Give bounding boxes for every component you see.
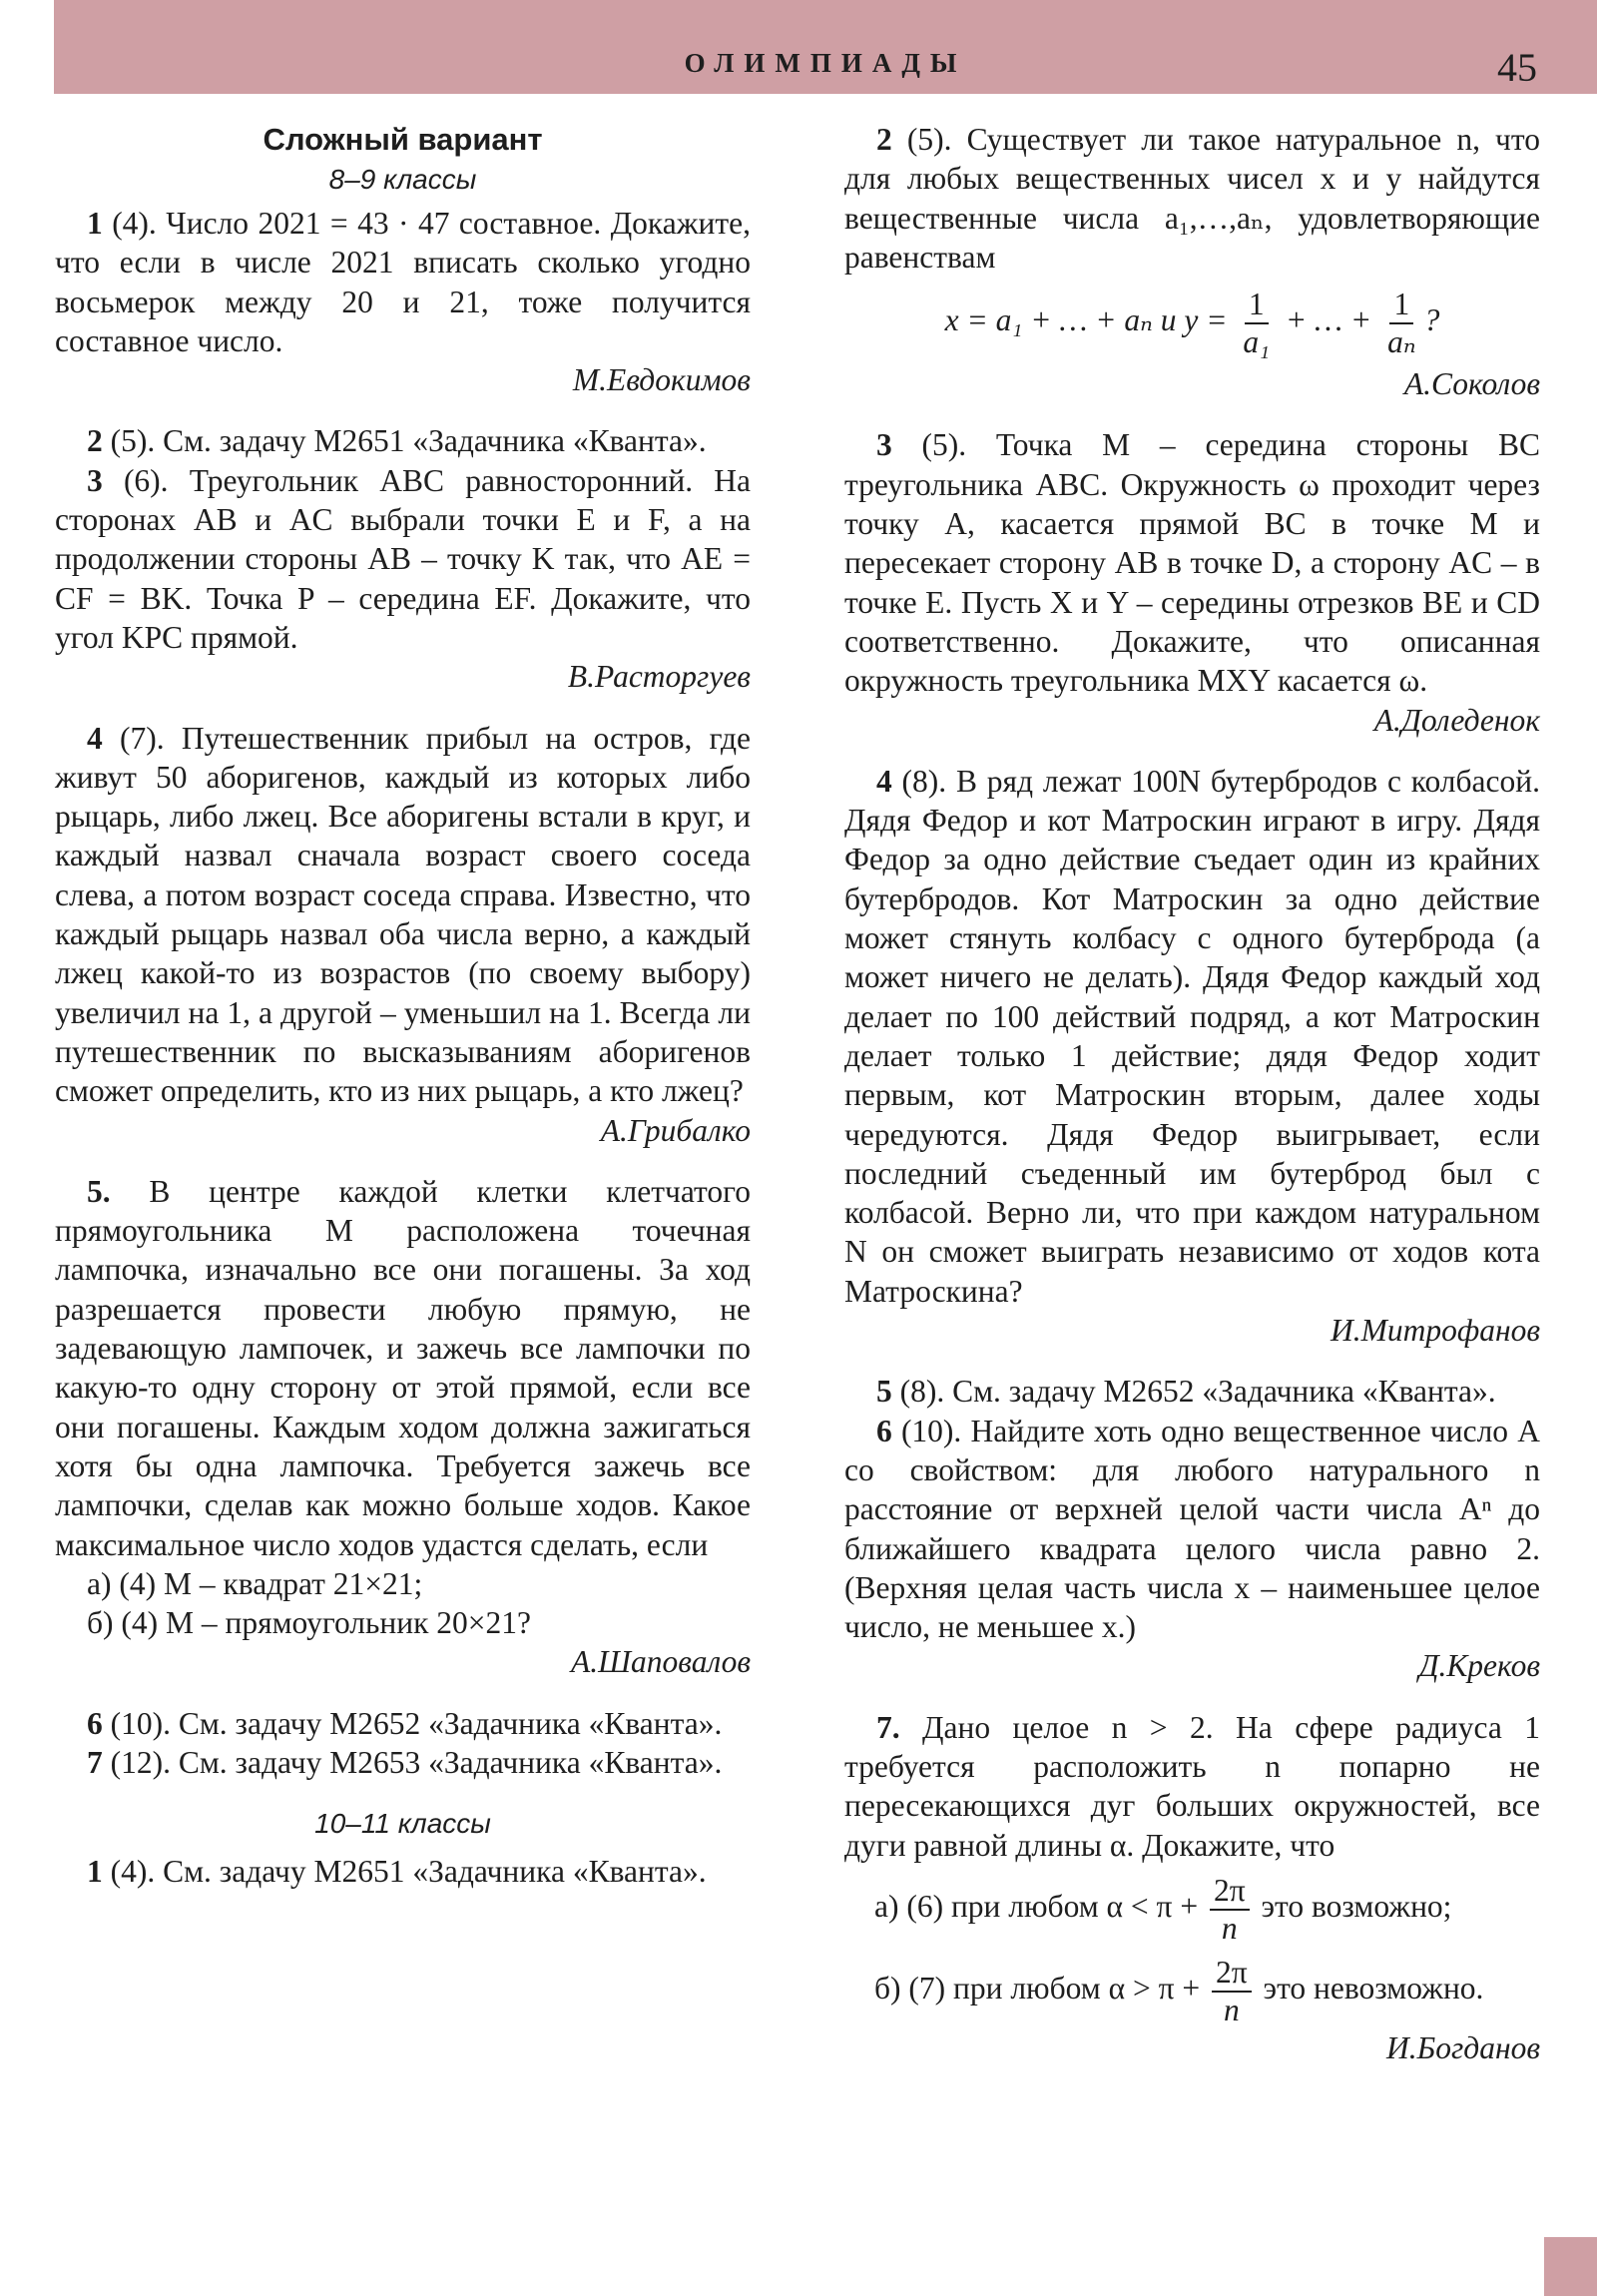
problem-5 <box>55 1172 751 1564</box>
problem-number: 3 <box>876 427 892 463</box>
problem-number: 4 <box>87 720 103 756</box>
problem-author: А.Доледенок <box>1373 702 1540 738</box>
condition-a <box>844 1873 1540 1947</box>
problem-number: 4 <box>876 763 892 799</box>
problem-number: 5 <box>876 1374 892 1410</box>
fraction-denominator: a₁ <box>1243 324 1271 360</box>
fraction-denominator: n <box>1223 1992 1240 2027</box>
problem-text: См. задачу М2651 «Задачника «Кванта». <box>155 423 707 459</box>
problem-author: А.Соколов <box>1403 366 1540 402</box>
problem-points: (6). <box>102 462 169 498</box>
problem-5-senior <box>844 1372 1540 1411</box>
problem-text: См. задачу М2651 «Задачника «Кванта». <box>155 1854 707 1890</box>
problem-number: 5. <box>87 1173 111 1209</box>
fraction-denominator: aₙ <box>1387 324 1416 360</box>
fraction-numerator: 1 <box>1389 287 1413 324</box>
condition-b <box>844 1955 1540 2028</box>
condition-text: это возможно; <box>1261 1889 1452 1925</box>
problem-text: Найдите хоть одно вещественное число A со свойством: для любого натурального n расстояние от верхней целой части числа Aⁿ до ближайшего квадрата целого числа равно 2. (Верхняя целая часть числа x – наименьшее целое число, не меньшее x.) <box>844 1413 1540 1645</box>
problem-text: Число 2021 = 43 · 47 составное. Докажите, что если в числе 2021 вписать сколько угодно восьмерок между 20 и 21, тоже получится составное число. <box>55 206 751 358</box>
problem-number: 2 <box>87 423 103 459</box>
problem-4 <box>55 719 751 1111</box>
problem-author: И.Митрофанов <box>1330 1313 1540 1349</box>
problem-points: (8). <box>891 1374 945 1410</box>
problem-text: Треугольник ABC равносторонний. На сторонах AB и AC выбрали точки E и F, а на продолжении стороны AB – точку K так, что AE = CF = BK. Точка P – середина EF. Докажите, что угол KPC прямой. <box>55 462 751 655</box>
fraction <box>1239 287 1274 360</box>
section-header-title: ОЛИМПИАДЫ <box>684 48 967 78</box>
fraction-denominator: n <box>1221 1910 1238 1946</box>
problem-points: (4). <box>102 1854 156 1890</box>
problem-points: (10). <box>891 1413 962 1448</box>
subproblem-b: б) (4) M – прямоугольник 20×21? <box>87 1605 532 1641</box>
problem-2-senior <box>844 120 1540 277</box>
grade-heading: 10–11 классы <box>314 1808 491 1840</box>
fraction-numerator: 2π <box>1210 1873 1250 1911</box>
problem-author: А.Шаповалов <box>571 1644 751 1680</box>
problem-points: (7). <box>102 720 165 756</box>
condition-text: это невозможно. <box>1263 1971 1484 2007</box>
fraction <box>1212 1955 1252 2028</box>
problem-number: 1 <box>87 1854 103 1890</box>
grade-heading: 8–9 классы <box>328 164 477 195</box>
problem-3-senior <box>844 425 1540 700</box>
problem-author: А.Грибалко <box>600 1112 751 1148</box>
fraction <box>1383 287 1420 360</box>
problem-1 <box>55 204 751 360</box>
problem-7 <box>55 1743 751 1782</box>
fraction <box>1210 1873 1250 1947</box>
fraction-numerator: 1 <box>1245 287 1269 324</box>
problem-7-senior <box>844 1708 1540 1865</box>
problem-text: См. задачу М2652 «Задачника «Кванта». <box>170 1705 723 1741</box>
problem-points: (5). <box>102 423 156 459</box>
problem-points: (10). <box>102 1705 171 1741</box>
problem-points: (8). <box>891 763 947 799</box>
problem-text: Существует ли такое натуральное n, что для любых вещественных чисел x и y найдутся вещественные числа a₁,…,aₙ, удовлетворяющие равенствам <box>844 122 1540 275</box>
problem-number: 2 <box>876 122 892 157</box>
problem-text: В центре каждой клетки клетчатого прямоугольника M расположена точечная лампочка, изначально все они погашены. За ход разрешается провести любую прямую, не задевающую лампочек, и зажечь все лампочки по какую-то одну сторону от этой прямой, если все они погашены. Каждым ходом должна зажигаться хотя бы одна лампочка. Требуется зажечь все лампочки, сделав как можно больше ходов. Какое максимальное число ходов удастся сделать, если <box>55 1173 751 1562</box>
problem-3 <box>55 461 751 657</box>
problem-points: (5). <box>891 122 952 157</box>
problem-author: М.Евдокимов <box>572 362 751 398</box>
problem-6 <box>55 1704 751 1743</box>
problem-text: В ряд лежат 100N бутербродов с колбасой. Дядя Федор и кот Матроскин играют в игру. Дядя Федор за одно действие съедает один из крайних бутербродов. Кот Матроскин за одно действие может стянуть колбасу с одного бутерброда (а может ничего не делать). Дядя Федор каждый ход делает по 100 действий подряд, а кот Матроскин делает только 1 действие; дядя Федор ходит первым, кот Матроскин вторым, далее ходы чередуются. Дядя Федор выигрывает, если последний съеденный им бутерброд был с колбасой. Верно ли, что при каждом натуральном N он сможет выиграть независимо от ходов кота Матроскина? <box>844 763 1540 1309</box>
problem-author: В.Расторгуев <box>567 659 751 695</box>
problem-number: 6 <box>876 1413 892 1448</box>
problem-text: Точка M – середина стороны BC треугольника ABC. Окружность ω проходит через точку A, касается прямой BC в точке M и пересекает сторону AB в точке D, а сторону AC – в точке E. Пусть X и Y – середины отрезков BE и CD соответственно. Докажите, что описанная окружность треугольника MXY касается ω. <box>844 427 1541 699</box>
problem-points: (5). <box>891 427 967 463</box>
subproblem-a: а) (4) M – квадрат 21×21; <box>87 1565 423 1601</box>
header-bar <box>54 0 1597 94</box>
problem-4-senior <box>844 762 1540 1311</box>
problem-1-senior <box>55 1852 751 1891</box>
problem-number: 1 <box>87 206 103 241</box>
problem-text: См. задачу М2652 «Задачника «Кванта». <box>944 1374 1496 1410</box>
condition-text: а) (6) при любом α < π + <box>874 1889 1199 1925</box>
problem-2 <box>55 421 751 460</box>
page-number: 45 <box>1497 45 1537 90</box>
condition-text: б) (7) при любом α > π + <box>874 1971 1201 2007</box>
fraction-numerator: 2π <box>1212 1955 1252 1993</box>
problem-6-senior <box>844 1412 1540 1647</box>
problem-number: 7 <box>87 1744 103 1780</box>
left-column <box>55 120 751 1892</box>
formula-part: x = a₁ + … + aₙ и y = <box>944 302 1228 338</box>
problem-points: (4). <box>102 206 157 241</box>
section-title: Сложный вариант <box>263 122 543 157</box>
right-column <box>844 120 1540 2067</box>
problem-number: 7. <box>876 1709 900 1745</box>
problem-number: 3 <box>87 462 103 498</box>
problem-points: (12). <box>102 1744 171 1780</box>
problem-number: 6 <box>87 1705 103 1741</box>
problem-text: См. задачу М2653 «Задачника «Кванта». <box>170 1744 723 1780</box>
problem-text: Дано целое n > 2. На сфере радиуса 1 требуется расположить n попарно не пересекающихся дуг больших окружностей, все дуги равной длины α. Докажите, что <box>844 1709 1540 1863</box>
corner-decoration <box>1544 2237 1597 2296</box>
formula-part: + … + <box>1285 302 1372 338</box>
problem-author: Д.Креков <box>1418 1648 1540 1684</box>
formula <box>844 287 1540 360</box>
problem-author: И.Богданов <box>1386 2029 1540 2065</box>
formula-part: ? <box>1423 302 1440 338</box>
problem-text: Путешественник прибыл на остров, где живут 50 аборигенов, каждый из которых либо рыцарь, либо лжец. Все аборигены встали в круг, и каждый назвал сначала возраст своего соседа слева, а потом возраст соседа справа. Известно, что каждый рыцарь назвал оба числа верно, а каждый лжец какой-то из возрастов (по своему выбору) увеличил на 1, а другой – уменьшил на 1. Всегда ли путешественник по высказываниям аборигенов сможет определить, кто из них рыцарь, а кто лжец? <box>55 720 751 1109</box>
